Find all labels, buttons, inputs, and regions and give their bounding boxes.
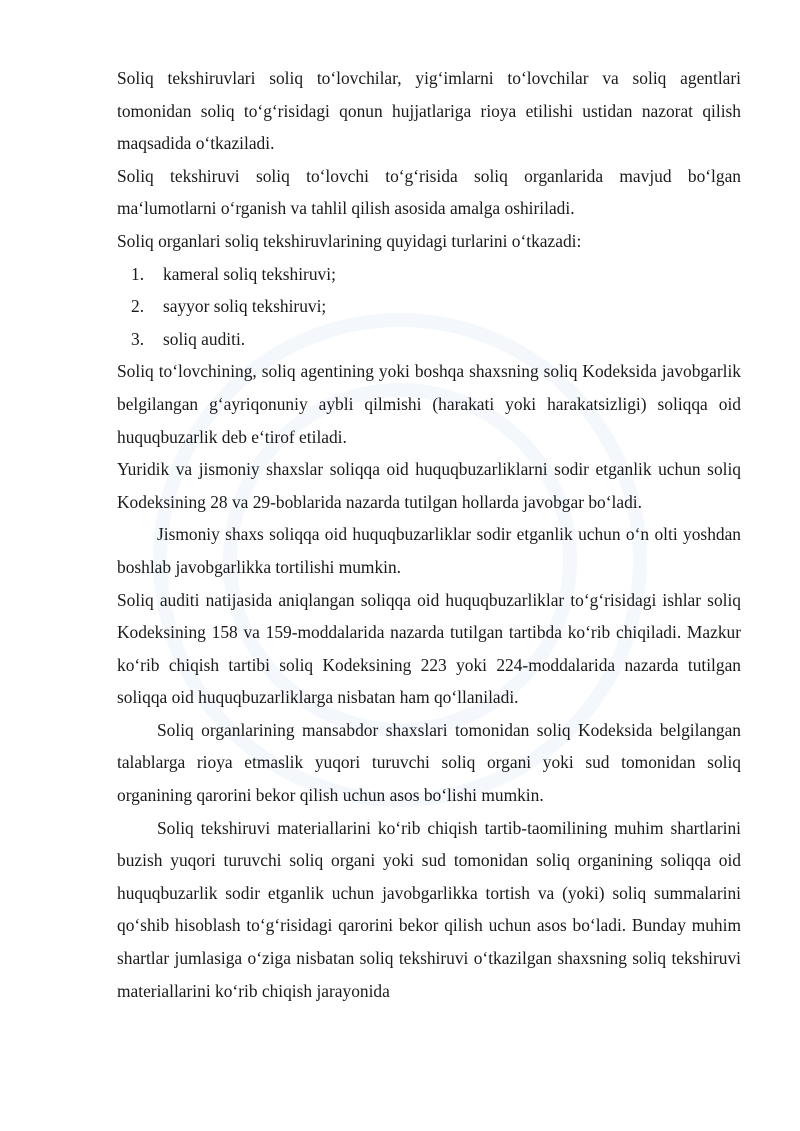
document-page xyxy=(117,62,741,1007)
inspection-types-list xyxy=(117,258,741,356)
list-item-number: 3. xyxy=(131,328,145,349)
paragraph-age-of-liability: Jismoniy shaxs soliqqa oid huquqbuzarliklar sodir etganlik uchun o‘n olti yoshdan boshlab javobgarlikka tortilishi mumkin. xyxy=(117,524,741,577)
paragraph-purpose: Soliq tekshiruvlari soliq to‘lovchilar, yig‘imlarni to‘lovchilar va soliq agentlari tomonidan soliq to‘g‘risidagi qonun hujjatlariga rioya etilishi ustidan nazorat qilish maqsadida o‘tkaziladi. xyxy=(117,68,741,154)
paragraph-liability: Yuridik va jismoniy shaxslar soliqqa oid huquqbuzarliklarni sodir etganlik uchun soliq Kodeksining 28 va 29-boblarida nazarda tutilgan hollarda javobgar bo‘ladi. xyxy=(117,459,741,512)
paragraph-officials-requirements: Soliq organlarining mansabdor shaxslari tomonidan soliq Kodeksida belgilangan talablarga rioya etmaslik yuqori turuvchi soliq organi yoki sud tomonidan soliq organining qarorini bekor qilish uchun asos bo‘lishi mumkin. xyxy=(117,719,741,806)
list-item-text: soliq auditi. xyxy=(163,328,246,349)
list-item xyxy=(117,258,741,291)
paragraph-procedure-violation: Soliq tekshiruvi materiallarini ko‘rib chiqish tartib-taomilining muhim shartlarini buzish yuqori turuvchi soliq organi yoki sud tomonidan soliq organining soliqqa oid huquqbuzarlik sodir etganlik uchun javobgarlikka tortish va (yoki) soliq summalarini qo‘shib hisoblash to‘g‘risidagi qarorini bekor qilish uchun asos bo‘ladi. Bunday muhim shartlar jumlasiga o‘ziga nisbatan soliq tekshiruvi o‘tkazilgan shaxsning soliq tekshiruvi materiallarini ko‘rib chiqish jarayonida xyxy=(117,817,741,1001)
list-item-text: sayyor soliq tekshiruvi; xyxy=(163,296,327,317)
list-item-text: kameral soliq tekshiruvi; xyxy=(163,263,336,284)
paragraph-offense-definition: Soliq to‘lovchining, soliq agentining yoki boshqa shaxsning soliq Kodeksida javobgarlik belgilangan g‘ayriqonuniy aybli qilmishi (harakati yoki harakatsizligi) soliqqa oid huquqbuzarlik deb e‘tirof etiladi. xyxy=(117,361,741,447)
paragraph-audit-results: Soliq auditi natijasida aniqlangan soliqqa oid huquqbuzarliklar to‘g‘risidagi ishlar soliq Kodeksining 158 va 159-moddalarida nazarda tutilgan tartibda ko‘rib chiqiladi. Mazkur ko‘rib chiqish tartibi soliq Kodeksining 223 yoki 224-moddalarida nazarda tutilgan soliqqa oid huquqbuzarliklarga nisbatan ham qo‘llaniladi. xyxy=(117,589,741,708)
list-item-number: 1. xyxy=(131,263,145,284)
list-item xyxy=(117,290,741,323)
paragraph-types-intro: Soliq organlari soliq tekshiruvlarining quyidagi turlarini o‘tkazadi: xyxy=(117,230,582,251)
paragraph-basis: Soliq tekshiruvi soliq to‘lovchi to‘g‘risida soliq organlarida mavjud bo‘lgan ma‘lumotlarni o‘rganish va tahlil qilish asosida amalga oshiriladi. xyxy=(117,165,741,219)
list-item-number: 2. xyxy=(131,296,145,317)
list-item xyxy=(117,323,741,356)
